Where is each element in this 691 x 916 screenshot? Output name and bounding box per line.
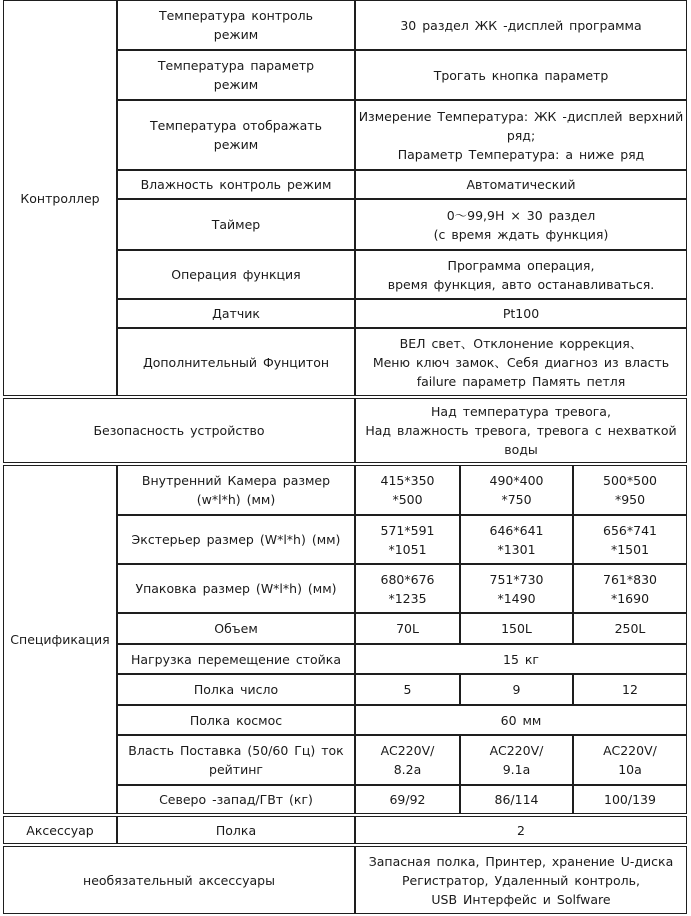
controller-param-label [117, 170, 355, 199]
spec-model-value-text [381, 521, 435, 559]
spec-model-value [460, 465, 573, 515]
spec-model-value-text [501, 619, 532, 638]
controller-param-label-text [141, 175, 332, 194]
text-line: 12 [622, 682, 638, 697]
text-line: Измерение Температура: ЖК -дисплей верхний [358, 108, 684, 124]
safety-label [3, 398, 355, 463]
text-line: Упаковка размер (W*l*h) (мм) [135, 581, 337, 596]
text-line: ряд; [506, 127, 536, 143]
controller-param-value [355, 100, 687, 170]
text-line: (с время ждать функция) [433, 226, 609, 242]
spec-model-value-text [495, 790, 539, 809]
spec-model-value [460, 515, 573, 564]
controller-param-value-text [503, 304, 539, 323]
text-line: Меню ключ замок、Себя диагноз из власть [372, 354, 670, 370]
text-line: 646*641 [489, 522, 544, 538]
text-line: Температура параметр [157, 58, 315, 73]
text-line: USB Интерфейс и Solfware [431, 891, 611, 907]
spec-model-value-text [389, 790, 425, 809]
spec-model-value [355, 674, 460, 705]
spec-shared-value-text [501, 711, 542, 730]
controller-param-value-text [359, 107, 684, 164]
text-line: Экстерьер размер (W*l*h) (мм) [131, 532, 341, 547]
spec-model-value [460, 564, 573, 613]
text-line: 100/139 [604, 792, 656, 807]
text-line: *750 [501, 492, 532, 507]
text-line: рейтинг [209, 762, 263, 777]
spec-model-value-text [622, 680, 638, 699]
spec-param-label [117, 644, 355, 674]
controller-param-value [355, 50, 687, 100]
spec-model-value-text [603, 521, 657, 559]
spec-param-label-text [132, 530, 341, 549]
controller-param-label [117, 100, 355, 170]
spec-param-label [117, 674, 355, 705]
spec-model-value [355, 613, 460, 644]
spec-param-label-text [135, 579, 336, 598]
spec-model-value-text [490, 521, 544, 559]
controller-param-value [355, 0, 687, 50]
text-line: 571*591 [380, 522, 435, 538]
text-line: 30 раздел ЖК -дисплей программа [400, 17, 642, 33]
text-line: 70L [396, 621, 419, 636]
text-line: 761*830 [603, 571, 657, 587]
text-line: Параметр Температура: а ниже ряд [397, 146, 645, 162]
text-line: failure параметр Память петля [416, 373, 626, 389]
text-line: Северо -запад/ГВт (кг) [159, 792, 313, 807]
text-line: Полка число [193, 682, 279, 697]
spec-model-value-text [404, 680, 412, 699]
text-line: 60 мм [500, 712, 542, 728]
text-line: Власть Поставка (50/60 Гц) ток [128, 743, 344, 758]
text-line: Дополнительный Фунцитон [142, 354, 330, 370]
optional-label-text [83, 871, 275, 890]
controller-param-value [355, 250, 687, 299]
text-line: 69/92 [389, 792, 426, 807]
spec-param-label-text [190, 711, 282, 730]
spec-model-value-text [381, 570, 435, 608]
text-line: *950 [614, 492, 646, 507]
text-line: Таймер [211, 217, 261, 232]
spec-model-value [573, 674, 687, 705]
text-line: 15 кг [503, 651, 539, 667]
spec-param-label-text [128, 741, 343, 779]
controller-param-label [117, 199, 355, 250]
text-line: Автоматический [466, 177, 576, 192]
spec-param-label-text [214, 619, 258, 638]
text-line: Полка [215, 822, 257, 838]
spec-shared-value [355, 705, 687, 735]
accessory-label-text [216, 821, 256, 840]
spec-model-value [355, 515, 460, 564]
safety-label-text [93, 421, 264, 440]
accessory-value [355, 816, 687, 844]
spec-param-label [117, 613, 355, 644]
spec-param-label [117, 735, 355, 785]
text-line: Аксессуар [26, 822, 94, 838]
controller-param-label-text [212, 304, 260, 323]
spec-model-value-text [615, 619, 646, 638]
accessory-value-text [517, 821, 525, 840]
text-line: необязательный аксессуары [83, 872, 275, 888]
spec-model-value [460, 674, 573, 705]
controller-param-label-text [150, 116, 322, 154]
text-line: 8.2a [393, 762, 422, 777]
spec-model-value-text [396, 619, 419, 638]
spec-model-value [460, 785, 573, 814]
text-line: Программа операция, [447, 257, 595, 273]
spec-model-value [355, 735, 460, 785]
spec-model-value [573, 515, 687, 564]
text-line: 9.1a [502, 762, 531, 777]
text-line: 86/114 [494, 792, 539, 807]
controller-param-value [355, 328, 687, 396]
text-line: 415*350 [380, 473, 435, 488]
controller-param-value-text [466, 175, 575, 194]
controller-param-label-text [158, 56, 314, 94]
section-label-controller [3, 0, 117, 396]
text-line: *1501 [610, 541, 650, 557]
spec-param-label-text [131, 650, 341, 669]
text-line: 0～99,9H × 30 раздел [446, 207, 596, 223]
controller-param-value-text [388, 256, 655, 294]
text-line: Запасная полка, Принтер, хранение U-диска [368, 853, 674, 869]
spec-model-value [573, 613, 687, 644]
controller-param-label-text [212, 215, 260, 234]
controller-param-value-text [434, 66, 609, 85]
text-line: Влажность контроль режим [140, 177, 332, 192]
text-line: Регистратор, Удаленный контроль, [402, 872, 640, 888]
spec-model-value-text [490, 471, 544, 509]
text-line: AC220V/ [489, 743, 544, 758]
safety-value-text [365, 402, 676, 459]
spec-model-value-text [490, 570, 544, 608]
text-line: воды [504, 442, 538, 457]
text-line: 490*400 [489, 473, 544, 488]
text-line: 680*676 [380, 571, 435, 587]
spec-param-label [117, 515, 355, 564]
text-line: (w*l*h) (мм) [196, 492, 276, 507]
text-line: Нагрузка перемещение стойка [131, 651, 341, 667]
text-line: 250L [614, 621, 646, 636]
spec-model-value [355, 465, 460, 515]
spec-model-value [573, 564, 687, 613]
controller-param-label [117, 250, 355, 299]
text-line: Полка космос [189, 712, 283, 728]
text-line: 5 [403, 682, 412, 697]
controller-param-label-text [171, 265, 300, 284]
text-line: *1490 [497, 590, 536, 606]
spec-model-value-text [381, 741, 435, 779]
spec-param-label [117, 785, 355, 814]
text-line: Над влажность тревога, тревога с нехваткой [365, 423, 677, 438]
text-line: Трогать кнопка параметр [433, 67, 609, 83]
spec-model-value [460, 735, 573, 785]
spec-model-value [573, 735, 687, 785]
controller-param-value-text [373, 334, 669, 391]
text-line: Температура отображать [150, 118, 322, 133]
controller-param-label [117, 50, 355, 100]
spec-model-value [355, 564, 460, 613]
controller-param-value [355, 170, 687, 199]
text-line: Датчик [212, 306, 260, 321]
spec-model-value [573, 785, 687, 814]
text-line: Над температура тревога, [431, 404, 611, 419]
text-line: 500*500 [603, 473, 657, 488]
controller-param-label-text [159, 6, 313, 44]
text-line: 150L [501, 621, 532, 636]
spec-shared-value [355, 644, 687, 674]
section-label-spec [3, 465, 117, 814]
text-line: Объем [214, 621, 258, 636]
section-label-spec-text [10, 630, 109, 649]
controller-param-label [117, 0, 355, 50]
optional-value-text [369, 852, 673, 909]
text-line: Температура контроль [158, 8, 314, 23]
text-line: 10a [618, 762, 642, 777]
spec-model-value-text [490, 741, 544, 779]
text-line: время функция, авто останавливаться. [387, 276, 655, 292]
optional-label [3, 846, 355, 914]
text-line: 656*741 [603, 522, 657, 538]
spec-model-value [460, 613, 573, 644]
controller-param-label [117, 328, 355, 396]
section-label-controller-text [20, 189, 99, 208]
text-line: *1051 [388, 541, 427, 557]
spec-model-value-text [513, 680, 521, 699]
optional-value [355, 846, 687, 914]
text-line: *500 [392, 492, 423, 507]
controller-param-label [117, 299, 355, 328]
spec-model-value-text [381, 471, 435, 509]
text-line: режим [213, 137, 259, 152]
spec-param-label [117, 465, 355, 515]
text-line: AC220V/ [603, 743, 657, 758]
controller-param-value [355, 199, 687, 250]
text-line: Спецификация [10, 632, 110, 647]
spec-param-label-text [194, 680, 278, 699]
text-line: AC220V/ [380, 743, 435, 758]
text-line: Операция функция [171, 267, 301, 282]
text-line: 9 [512, 682, 521, 697]
text-line: *1235 [388, 590, 427, 606]
spec-model-value-text [603, 570, 657, 608]
section-label-accessory [3, 816, 117, 844]
spec-param-label-text [159, 790, 313, 809]
text-line: Безопасность устройство [93, 423, 265, 438]
safety-value [355, 398, 687, 463]
spec-param-label [117, 705, 355, 735]
text-line: 751*730 [489, 571, 544, 587]
accessory-label [117, 816, 355, 844]
spec-model-value [355, 785, 460, 814]
spec-model-value-text [603, 741, 657, 779]
text-line: режим [213, 77, 259, 92]
spec-shared-value-text [503, 650, 539, 669]
text-line: 2 [517, 822, 525, 838]
text-line: *1690 [610, 590, 650, 606]
text-line: Внутренний Камера размер [141, 473, 331, 488]
text-line: *1301 [497, 541, 536, 557]
spec-model-value-text [603, 471, 657, 509]
spec-model-value [573, 465, 687, 515]
text-line: ВЕЛ свет、Отклонение коррекция、 [399, 335, 643, 351]
text-line: режим [213, 27, 259, 42]
controller-param-value-text [400, 16, 641, 35]
controller-param-value [355, 299, 687, 328]
text-line: Контроллер [20, 190, 100, 206]
text-line: Pt100 [502, 306, 540, 321]
controller-param-label-text [143, 353, 329, 372]
section-label-accessory-text [26, 821, 93, 840]
controller-param-value-text [434, 206, 609, 244]
spec-model-value-text [604, 790, 656, 809]
spec-param-label [117, 564, 355, 613]
spec-param-label-text [142, 471, 330, 509]
